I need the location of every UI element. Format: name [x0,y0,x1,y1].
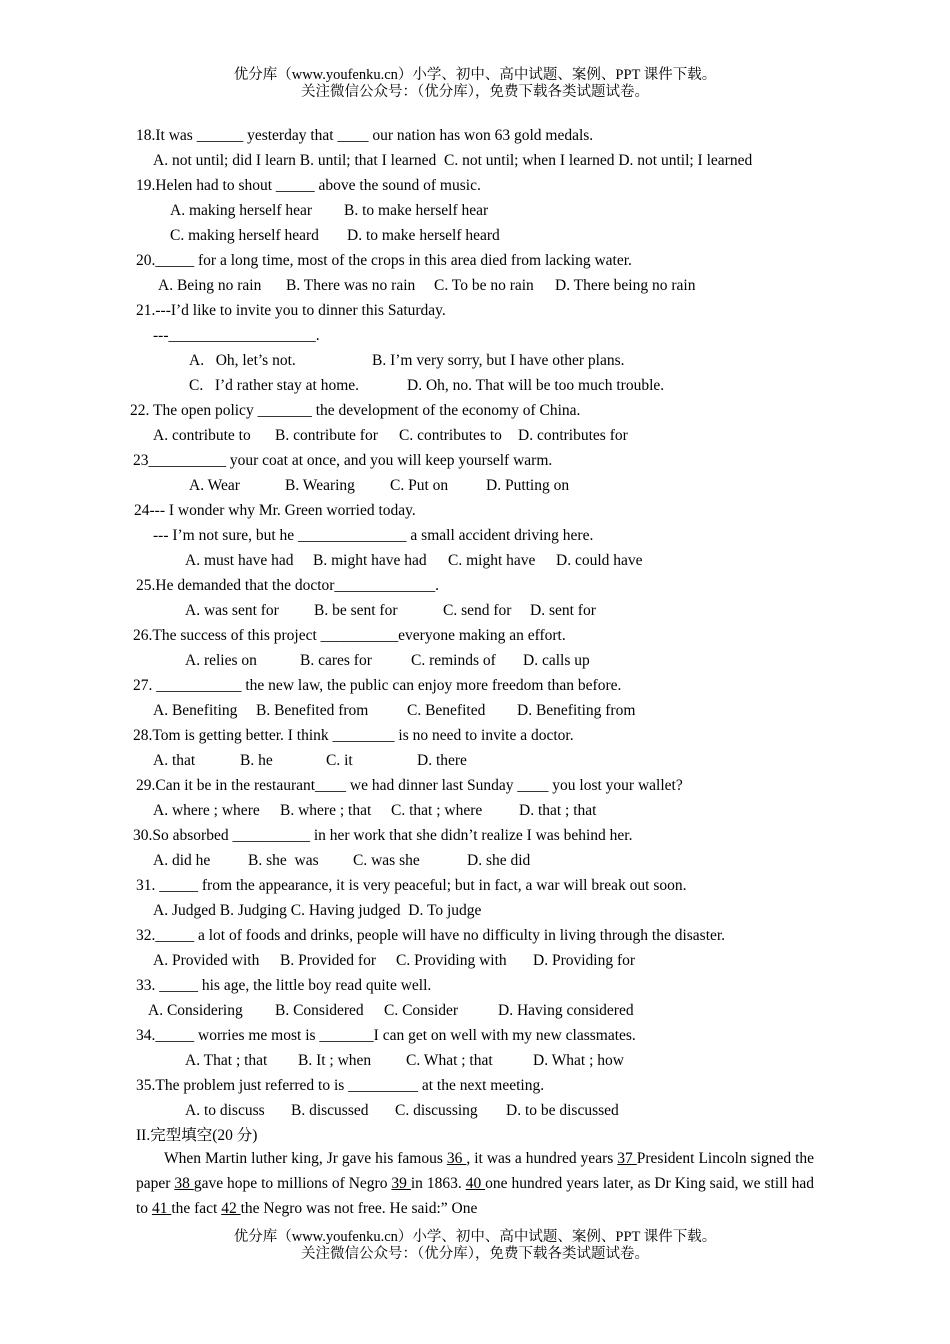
question-34-stem: 34._____ worries me most is _______I can get on well with my new classmates. [136,1027,636,1044]
option-b: B. to make herself hear [344,202,489,219]
option-b: B. contribute for [275,427,378,444]
question-21-options-row-2 [189,376,664,396]
option-d: D. Benefiting from [517,702,636,719]
option-b: B. he [240,752,273,769]
option-d: D. to be discussed [506,1102,619,1119]
question-35-stem: 35.The problem just referred to is _________ at the next meeting. [136,1077,545,1094]
option-c: C. contributes to [399,427,502,444]
question-30-stem: 30.So absorbed __________ in her work that she didn’t realize I was behind her. [133,827,633,844]
option-a: A. Wear [189,477,240,494]
footer-line-1: 优分库（www.youfenku.cn）小学、初中、高中试题、案例、PPT 课件下载。 [233,1229,717,1245]
option-a: A. contribute to [153,427,251,444]
option-d: D. Providing for [533,952,636,969]
option-c: C. reminds of [411,652,496,669]
option-a: A. where ; where [153,802,260,819]
question-23-stem: 23__________ your coat at once, and you will keep yourself warm. [133,452,553,469]
section-2-title: II.完型填空(20 分) [136,1127,258,1144]
option-a: A. relies on [185,652,257,669]
blank-42: 42 [221,1200,241,1217]
option-a: A. to discuss [185,1102,265,1119]
question-22-stem: 22. The open policy _______ the development of the economy of China. [130,402,581,419]
question-31-stem: 31. _____ from the appearance, it is very peaceful; but in fact, a war will break out soon. [136,877,687,894]
option-b: B. be sent for [314,602,398,619]
option-c: C. was she [353,852,420,869]
option-a: A. did he [153,852,211,869]
option-b: B. Wearing [285,477,355,494]
question-21-answer-blank: ---___________________. [153,327,320,344]
option-c: C. it [326,752,353,769]
option-c: C. might have [448,552,536,569]
blank-41: 41 [151,1200,172,1217]
question-26-options [185,651,590,671]
question-19-stem: 19.Helen had to shout _____ above the sound of music. [136,177,481,194]
option-b: B. where ; that [280,802,372,819]
passage-text: , it was a hundred years [466,1150,618,1167]
page-footer [0,1229,950,1263]
option-c: C. Benefited [407,702,486,719]
question-32-options [153,951,635,971]
option-a: A. Benefiting [153,702,238,719]
option-a: A. that [153,752,196,769]
question-18-options: A. not until; did I learn B. until; that I learned C. not until; when I learned D. not until; I learned [153,152,753,169]
option-c: C. What ; that [406,1052,493,1069]
option-d: D. calls up [523,652,590,669]
question-24-reply: --- I’m not sure, but he ______________ a small accident driving here. [153,527,594,544]
option-d: D. There being no rain [555,277,696,294]
passage-text: the fact [171,1200,222,1217]
blank-38: 38 [174,1175,194,1192]
question-20-stem: 20._____ for a long time, most of the crops in this area died from lacking water. [136,252,632,269]
option-b: B. Considered [275,1002,364,1019]
option-a: A. Considering [148,1002,243,1019]
passage-text: President Lincoln signed the paper [136,1150,815,1192]
option-a: A. making herself hear [170,202,313,219]
cloze-passage [136,1146,814,1221]
option-a: A. That ; that [185,1052,268,1069]
question-20-options [158,276,695,296]
option-b: B. she was [248,852,319,869]
option-d: D. that ; that [519,802,597,819]
option-a: A. Provided with [153,952,260,969]
option-a: A. Oh, let’s not. [189,352,296,369]
option-c: C. that ; where [391,802,483,819]
option-d: D. What ; how [533,1052,624,1069]
question-34-options [185,1051,624,1071]
question-18-stem: 18.It was ______ yesterday that ____ our nation has won 63 gold medals. [136,127,594,144]
header-line-2: 关注微信公众号：（优分库），免费下载各类试题试卷。 [301,84,649,100]
passage-text: in 1863. [410,1175,466,1192]
question-26-stem: 26.The success of this project __________everyone making an effort. [133,627,566,644]
option-d: D. Putting on [486,477,570,494]
option-d: D. sent for [530,602,596,619]
question-24-stem: 24--- I wonder why Mr. Green worried today. [134,502,416,519]
option-d: D. contributes for [518,427,628,444]
question-27-stem: 27. ___________ the new law, the public can enjoy more freedom than before. [133,677,622,694]
question-31-options: A. Judged B. Judging C. Having judged D. To judge [153,902,482,919]
option-c: C. Put on [390,477,449,494]
question-24-options [185,551,643,571]
question-19-options-row-1 [170,201,488,221]
option-d: D. Having considered [498,1002,634,1019]
option-b: B. It ; when [298,1052,372,1069]
question-25-stem: 25.He demanded that the doctor_____________. [136,577,440,594]
passage-text: one hundred years later, as Dr King said, we still had to [136,1175,815,1217]
question-29-stem: 29.Can it be in the restaurant____ we had dinner last Sunday ____ you lost your wallet? [136,777,683,794]
option-b: B. might have had [313,552,427,569]
option-c: C. I’d rather stay at home. [189,377,360,394]
question-21-options-row-1 [189,351,625,371]
option-b: B. There was no rain [286,277,416,294]
blank-36: 36 [446,1150,467,1167]
option-c: C. To be no rain [434,277,534,294]
option-d: D. she did [467,852,531,869]
option-d: D. to make herself heard [347,227,500,244]
option-a: A. Being no rain [158,277,262,294]
option-b: B. I’m very sorry, but I have other plans. [372,352,625,369]
question-33-stem: 33. _____ his age, the little boy read quite well. [136,977,432,994]
header-line-1: 优分库（www.youfenku.cn）小学、初中、高中试题、案例、PPT 课件下载。 [233,67,717,83]
question-28-options [153,751,467,771]
option-b: B. Provided for [280,952,377,969]
passage-text: gave hope to millions of Negro [193,1175,392,1192]
question-35-options [185,1101,619,1121]
option-c: C. making herself heard [170,227,319,244]
question-25-options [185,601,596,621]
page-header [0,67,950,101]
blank-39: 39 [391,1175,411,1192]
option-d: D. could have [556,552,643,569]
question-23-options [189,476,569,496]
option-b: B. cares for [300,652,372,669]
passage-text: the Negro was not free. He said:” One [240,1200,478,1217]
option-c: C. discussing [395,1102,478,1119]
option-c: C. Consider [384,1002,459,1019]
passage-paragraph [136,1146,814,1221]
option-a: A. was sent for [185,602,279,619]
question-29-options [153,801,597,821]
question-28-stem: 28.Tom is getting better. I think ________ is no need to invite a doctor. [133,727,574,744]
question-27-options [153,701,635,721]
passage-text: When Martin luther king, Jr gave his famous [164,1150,447,1167]
option-b: B. Benefited from [256,702,369,719]
footer-line-2: 关注微信公众号：（优分库），免费下载各类试题试卷。 [301,1246,649,1262]
question-19-options-row-2 [170,226,500,246]
blank-37: 37 [617,1150,637,1167]
blank-40: 40 [465,1175,486,1192]
option-d: D. Oh, no. That will be too much trouble. [407,377,665,394]
question-21-stem: 21.---I’d like to invite you to dinner this Saturday. [136,302,446,319]
option-d: D. there [417,752,467,769]
question-30-options [153,851,530,871]
option-a: A. must have had [185,552,294,569]
option-c: C. send for [443,602,512,619]
question-33-options [148,1001,634,1021]
question-32-stem: 32._____ a lot of foods and drinks, people will have no difficulty in living through the disaster. [136,927,726,944]
question-22-options [153,426,628,446]
option-b: B. discussed [291,1102,369,1119]
option-c: C. Providing with [396,952,507,969]
